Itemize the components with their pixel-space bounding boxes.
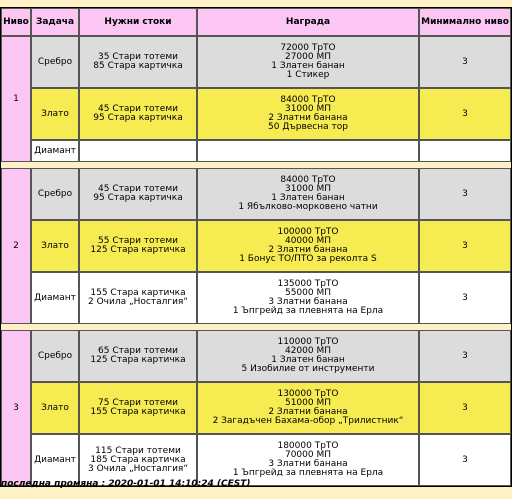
stock-line: 45 Стари тотеми <box>98 184 178 194</box>
reward-cell <box>197 140 419 162</box>
reward-line: 1 Ябълково-морковено чатни <box>238 202 378 212</box>
reward-line: 55000 МП <box>284 288 332 298</box>
reward-line: 3 Златни банана <box>268 459 348 469</box>
task-cell: Диамант <box>31 140 79 162</box>
stocks-cell <box>79 330 197 382</box>
table-row <box>1 272 511 324</box>
reward-line: 84000 ТрТО <box>280 95 336 105</box>
reward-line: 2 Златни банана <box>268 113 348 123</box>
header-task: Задача <box>31 8 79 36</box>
task-cell: Диамант <box>31 434 79 486</box>
reward-line: 31000 МП <box>284 184 332 194</box>
reward-line: 51000 МП <box>284 398 332 408</box>
table-row <box>1 330 511 382</box>
table-row <box>1 382 511 434</box>
reward-line: 3 Златни банана <box>268 297 348 307</box>
reward-line: 1 Златен банан <box>271 355 345 365</box>
stock-line: 155 Стара картичка <box>90 288 186 298</box>
stock-line: 35 Стари тотеми <box>98 52 178 62</box>
header-min-level: Минимално ниво <box>419 8 511 36</box>
task-cell: Злато <box>31 220 79 272</box>
reward-cell <box>197 168 419 220</box>
reward-line: 31000 МП <box>284 104 332 114</box>
min-level-cell: 3 <box>419 36 511 88</box>
task-cell: Сребро <box>31 168 79 220</box>
min-level-cell: 3 <box>419 220 511 272</box>
reward-line: 2 Златни банана <box>268 407 348 417</box>
stocks-cell <box>79 168 197 220</box>
level-cell: 1 <box>1 36 31 162</box>
min-level-cell: 3 <box>419 88 511 140</box>
reward-line: 130000 ТрТО <box>277 389 339 399</box>
reward-line: 27000 МП <box>284 52 332 62</box>
last-modified: последна промяна : 2020-01-01 14:10:24 (CEST) <box>1 479 251 489</box>
table-row <box>1 168 511 220</box>
table-row <box>1 88 511 140</box>
task-cell: Злато <box>31 88 79 140</box>
stock-line: 125 Стара картичка <box>90 245 186 255</box>
stock-line: 3 Очила „Носталгия“ <box>87 463 188 474</box>
header-level: Ниво <box>1 8 31 36</box>
stock-line: 45 Стари тотеми <box>98 104 178 114</box>
reward-line: 70000 МП <box>284 450 332 460</box>
reward-line: 1 Златен банан <box>271 193 345 203</box>
stock-line: 85 Стара картичка <box>93 61 183 71</box>
reward-line: 72000 ТрТО <box>280 43 336 53</box>
table-row <box>1 36 511 88</box>
stock-line: 185 Стара картичка <box>90 454 186 465</box>
stock-line: 95 Стара картичка <box>93 113 183 123</box>
reward-line: 84000 ТрТО <box>280 175 336 185</box>
table-row <box>1 220 511 272</box>
level-cell: 2 <box>1 168 31 324</box>
reward-line: 1 Златен банан <box>271 61 345 71</box>
stock-line: 2 Очила „Носталгия“ <box>87 297 188 307</box>
stocks-cell <box>79 140 197 162</box>
reward-line: 42000 МП <box>284 346 332 356</box>
reward-line: 180000 ТрТО <box>277 441 339 451</box>
quest-table <box>0 7 512 487</box>
task-cell: Злато <box>31 382 79 434</box>
header-row <box>1 8 511 36</box>
stock-line: 155 Стара картичка <box>90 407 186 417</box>
stocks-cell <box>79 88 197 140</box>
min-level-cell: 3 <box>419 434 511 486</box>
task-cell: Сребро <box>31 330 79 382</box>
reward-cell <box>197 272 419 324</box>
min-level-cell: 3 <box>419 382 511 434</box>
reward-cell <box>197 88 419 140</box>
table-row <box>1 140 511 162</box>
reward-line: 5 Изобилие от инструменти <box>241 364 375 374</box>
reward-line: 1 Бонус ТО/ПТО за реколта S <box>239 254 377 264</box>
stocks-cell <box>79 36 197 88</box>
reward-line: 100000 ТрТО <box>277 227 339 237</box>
stocks-cell <box>79 382 197 434</box>
reward-line: 1 Ъпгрейд за плевнята на Ерла <box>232 306 384 316</box>
stock-line: 125 Стара картичка <box>90 355 186 365</box>
reward-cell <box>197 330 419 382</box>
reward-cell <box>197 220 419 272</box>
reward-line: 1 Ъпгрейд за плевнята на Ерла <box>232 468 384 478</box>
reward-line: 50 Дървесна тор <box>268 122 348 132</box>
stock-line: 65 Стари тотеми <box>98 346 178 356</box>
stock-line: 95 Стара картичка <box>93 193 183 203</box>
reward-line: 2 Загадъчен Бахама-обор „Трилистник“ <box>212 416 404 426</box>
level-cell: 3 <box>1 330 31 486</box>
min-level-cell: 3 <box>419 330 511 382</box>
reward-cell <box>197 382 419 434</box>
reward-line: 1 Стикер <box>286 70 330 80</box>
reward-line: 40000 МП <box>284 236 332 246</box>
reward-line: 110000 ТрТО <box>277 337 339 347</box>
stock-line: 55 Стари тотеми <box>98 236 178 246</box>
min-level-cell: 3 <box>419 272 511 324</box>
task-cell: Диамант <box>31 272 79 324</box>
reward-line: 135000 ТрТО <box>277 279 339 289</box>
min-level-cell: 3 <box>419 168 511 220</box>
stocks-cell <box>79 220 197 272</box>
stock-line: 115 Стари тотеми <box>95 445 181 456</box>
reward-line: 2 Златни банана <box>268 245 348 255</box>
reward-cell <box>197 36 419 88</box>
header-stocks: Нужни стоки <box>79 8 197 36</box>
header-reward: Награда <box>197 8 419 36</box>
task-cell: Сребро <box>31 36 79 88</box>
min-level-cell <box>419 140 511 162</box>
stock-line: 75 Стари тотеми <box>98 398 178 408</box>
stocks-cell <box>79 272 197 324</box>
